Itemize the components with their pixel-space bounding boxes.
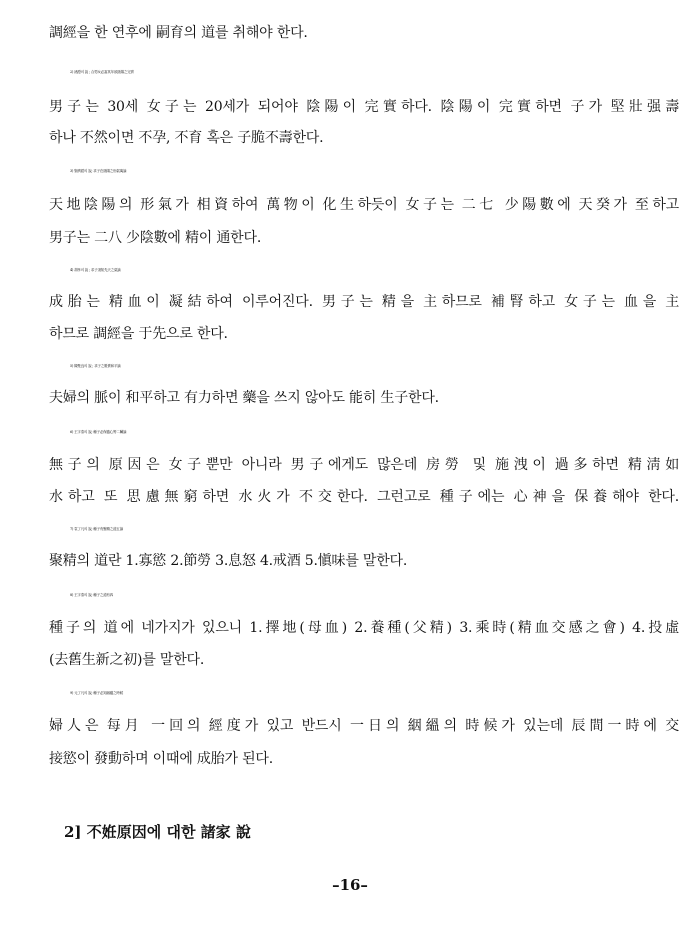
text-line-19: 種子의 道에 네가지가 있으니 1.擇地(母血) 2.養種(父精) 3.乘時(精血交感之會) 4.投虛 — [49, 620, 679, 636]
subheading-wang-yu-tai-2: 8) 王宇泰의 說; 種子之道有四 — [70, 593, 114, 597]
text-line-10: 하므로 調經을 于先으로 한다. — [49, 326, 228, 342]
text-line-14: 無子의 原因은 女子뿐만 아니라 男子에게도 많은데 房勞 및 施洩이 過多하면 精淸如 — [49, 457, 679, 473]
text-line-22: 婦人은 每月 一回의 經度가 있고 반드시 一日의 絪縕의 時候가 있는데 辰間一時에 交 — [49, 718, 679, 734]
subheading-yuan-liao-fan-2: 9) 元了凡의 說; 種子必知絪縕之時候 — [70, 691, 123, 695]
subheading-sheng-ji-jing: 3) 聖濟經의 說; 求子在陰陽之形氣寓論 — [70, 169, 127, 173]
text-line-3: 男子는 30세 女子는 20세가 되어야 陰陽이 完實하다. 陰陽이 完實하면 子가 堅壯强壽 — [49, 99, 679, 115]
text-line-12: 夫婦의 脈이 和平하고 有力하면 藥을 쓰지 않아도 能히 生子한다. — [49, 390, 439, 406]
text-line-1: 調經을 한 연후에 嗣育의 道를 취해야 한다. — [49, 25, 308, 41]
subheading-yuan-liao-fan-1: 7) 袁了凡의 說; 種子有聚精之道五論 — [70, 527, 123, 531]
text-line-6: 天地陰陽의 形氣가 相資하여 萬物이 化生하듯이 女子는 二七 少陽數에 天癸가 至하고 — [49, 197, 679, 213]
text-line-23: 接慾이 發動하며 이때에 成胎가 된다. — [49, 751, 273, 767]
text-line-15: 水하고 또 思慮無窮하면 水火가 不交한다. 그런고로 種子에는 心神을 保養해야 한다. — [49, 489, 679, 505]
text-line-9: 成胎는 精血이 凝結하여 이루어진다. 男子는 精을 主하므로 補腎하고 女子는 血을 主 — [49, 294, 679, 310]
subheading-chen-chu-liang: 5) 陳楚良의 說 ; 求子之脈貴和平論 — [70, 364, 121, 368]
page-number: –16– — [332, 876, 368, 894]
subheading-wang-yu-tai-1: 6) 王宇泰의 說; 種子必保養心腎二臟論 — [70, 430, 127, 434]
subheading-chu-jing: 2) 褚澄의 說 ; 合男女必當其年欲陰陽之完實 — [70, 70, 134, 74]
text-line-7: 男子는 二八 少陰數에 精이 通한다. — [49, 230, 262, 246]
text-line-4: 하나 不然이면 不孕, 不育 혹은 子脆不壽한다. — [49, 130, 324, 146]
section-heading: 2] 不姙原因에 대한 諸家 說 — [64, 823, 251, 841]
text-line-17: 聚精의 道란 1.寡慾 2.節勞 3.息怒 4.戒酒 5.愼味를 말한다. — [49, 553, 408, 569]
subheading-hu-xiao: 4) 胡孝의 說 ; 求子須知先天之氣論 — [70, 268, 121, 272]
text-line-20: (去舊生新之初)를 말한다. — [49, 652, 205, 668]
